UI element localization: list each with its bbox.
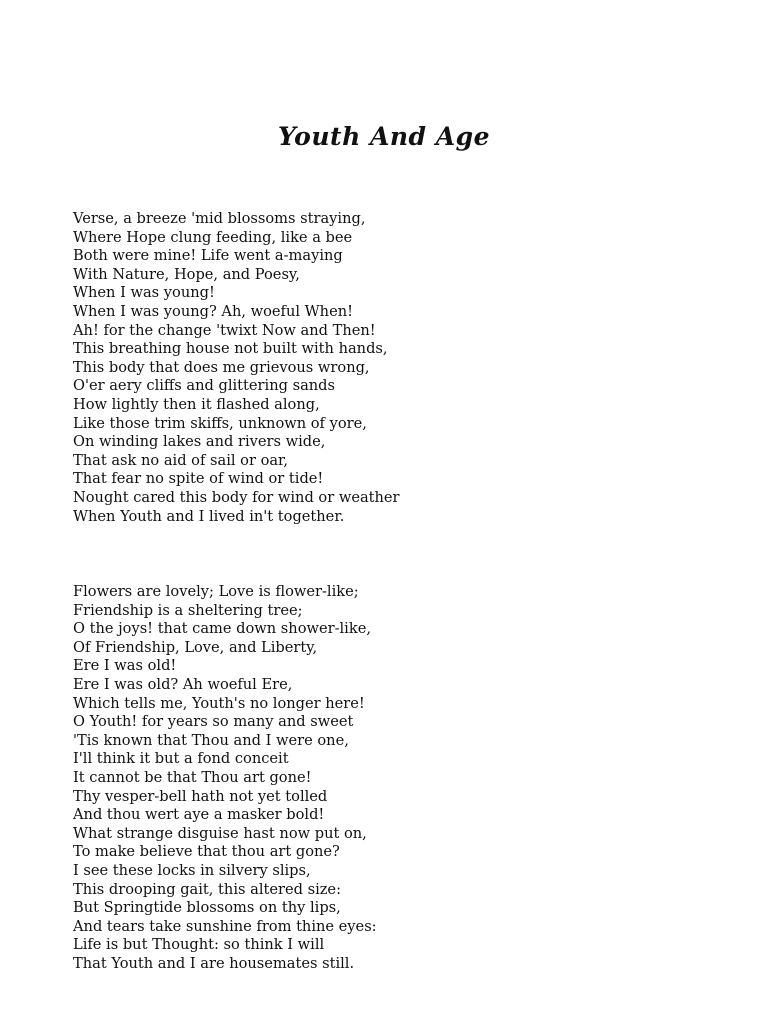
poem-line: This drooping gait, this altered size:: [73, 880, 341, 898]
poem-line: When I was young? Ah, woeful When!: [73, 302, 353, 320]
poem-line: I'll think it but a fond conceit: [73, 750, 289, 768]
poem-line: What strange disguise hast now put on,: [73, 824, 367, 842]
poem-line: O the joys! that came down shower-like,: [73, 620, 371, 638]
poem-line: When Youth and I lived in't together.: [73, 507, 345, 525]
poem-line: That fear no spite of wind or tide!: [73, 470, 324, 488]
poem-line: How lightly then it flashed along,: [73, 395, 320, 413]
poem-line: Like those trim skiffs, unknown of yore,: [73, 414, 367, 432]
poem-line: To make believe that thou art gone?: [73, 843, 340, 861]
poem-line: Nought cared this body for wind or weather: [73, 488, 400, 506]
poem-line: O Youth! for years so many and sweet: [73, 713, 354, 731]
poem-line: Both were mine! Life went a-maying: [73, 247, 343, 265]
poem-line: Life is but Thought: so think I will: [73, 936, 325, 954]
poem-line: O'er aery cliffs and glittering sands: [73, 377, 335, 395]
poem-line: Verse, a breeze 'mid blossoms straying,: [73, 210, 366, 227]
poem-line: 'Tis known that Thou and I were one,: [73, 731, 349, 749]
poem-line: And tears take sunshine from thine eyes:: [73, 917, 377, 935]
poem-line: This breathing house not built with hands,: [73, 340, 388, 358]
poem-line: I see these locks in silvery slips,: [73, 861, 311, 879]
poem-line: On winding lakes and rivers wide,: [73, 433, 326, 451]
poem-line: Flowers are lovely; Love is flower-like;: [73, 583, 359, 600]
poem-line: Where Hope clung feeding, like a bee: [73, 228, 353, 246]
poem-line: Of Friendship, Love, and Liberty,: [73, 638, 318, 656]
poem-line: With Nature, Hope, and Poesy,: [73, 265, 300, 283]
poem-line: This body that does me grievous wrong,: [73, 358, 370, 376]
poem-line: Ere I was old!: [73, 657, 177, 675]
poem-line: It cannot be that Thou art gone!: [73, 768, 312, 786]
poem-line: That Youth and I are housemates still.: [73, 954, 355, 972]
poem-line: Ah! for the change 'twixt Now and Then!: [73, 321, 376, 339]
poem-line: Thy vesper-bell hath not yet tolled: [73, 787, 328, 805]
poem-line: Which tells me, Youth's no longer here!: [73, 694, 365, 712]
poem-line: But Springtide blossoms on thy lips,: [73, 899, 341, 917]
poem-title: Youth And Age: [278, 122, 490, 151]
poem-line: Friendship is a sheltering tree;: [73, 601, 303, 619]
stanza-2: [73, 583, 377, 973]
poem-line: And thou wert aye a masker bold!: [73, 806, 325, 824]
poem-line: When I was young!: [73, 284, 215, 302]
poem-line: Ere I was old? Ah woeful Ere,: [73, 675, 293, 693]
stanza-1: [73, 210, 400, 526]
poem-line: That ask no aid of sail or oar,: [73, 451, 289, 469]
